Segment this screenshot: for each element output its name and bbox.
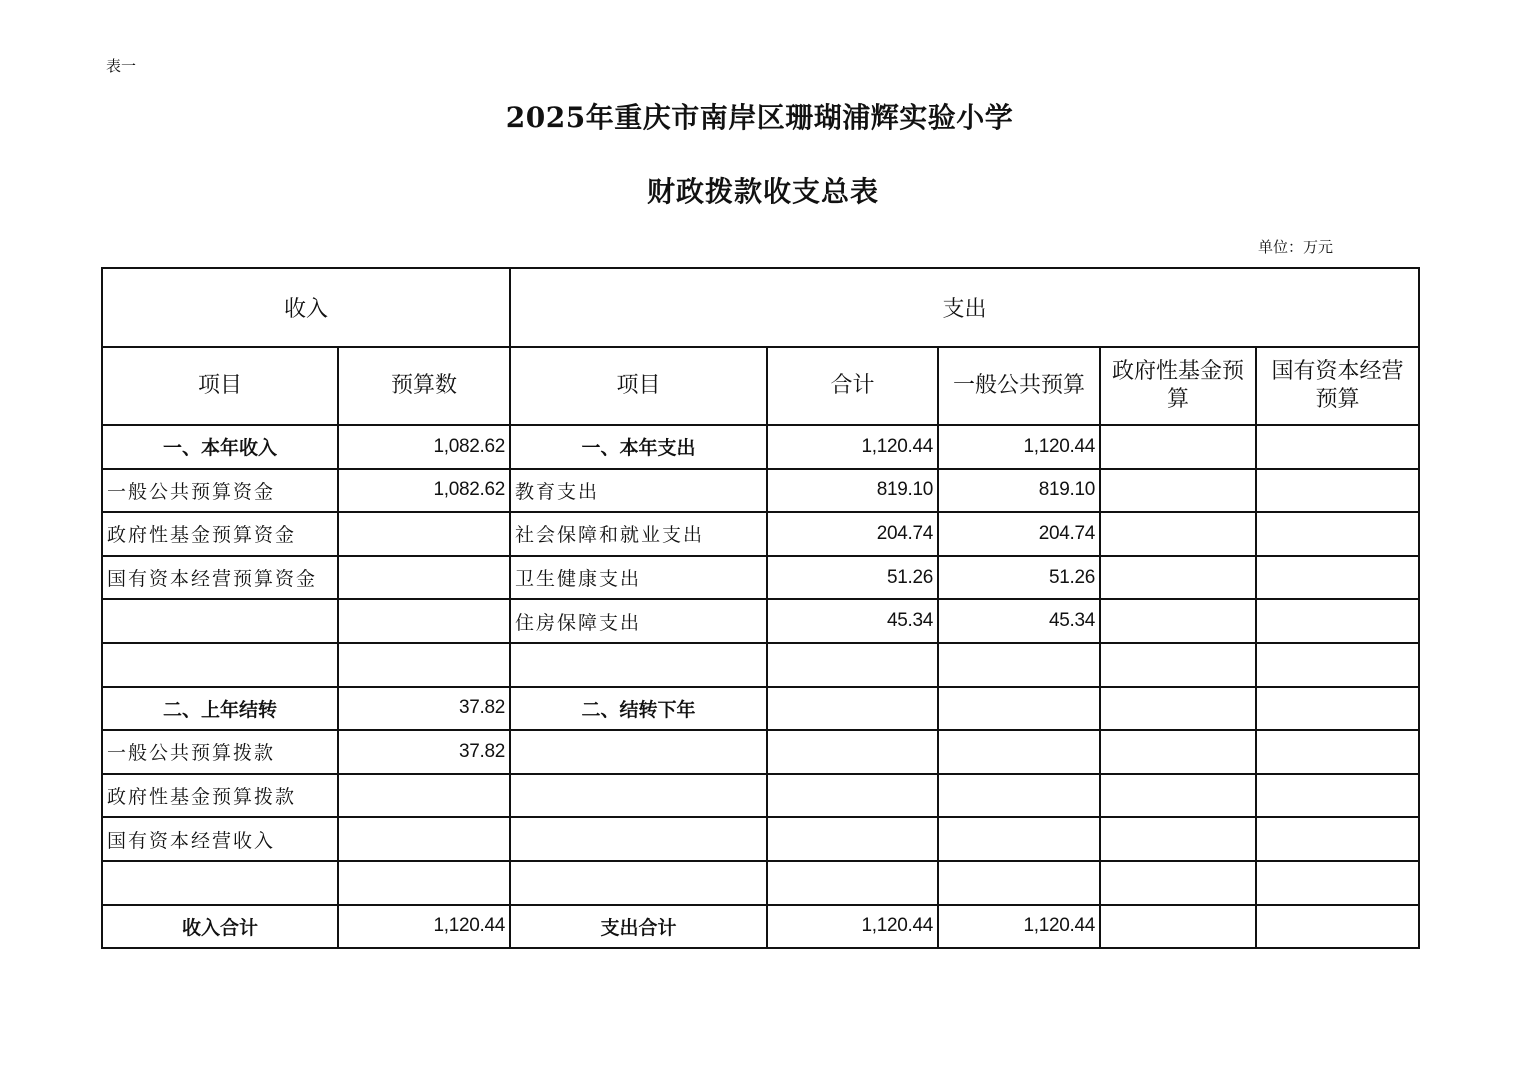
column-header-row (102, 347, 1419, 425)
table-row (102, 469, 1419, 513)
cell-expense-general (938, 730, 1100, 774)
cell-income-item (102, 861, 338, 905)
table-row (102, 643, 1419, 687)
unit-label: 单位：万元 (1258, 238, 1334, 256)
cell-expense-fund (1100, 425, 1256, 469)
cell-income-budget: 37.82 (338, 730, 510, 774)
cell-income-budget: 1,120.44 (338, 905, 510, 949)
table-tag: 表一 (106, 57, 137, 75)
cell-income-item: 一、本年收入 (102, 425, 338, 469)
cell-income-budget (338, 599, 510, 643)
cell-expense-general: 1,120.44 (938, 425, 1100, 469)
cell-expense-item (510, 817, 767, 861)
cell-income-item: 政府性基金预算资金 (102, 512, 338, 556)
table-row (102, 512, 1419, 556)
cell-expense-general: 819.10 (938, 469, 1100, 513)
cell-expense-fund (1100, 469, 1256, 513)
cell-income-budget (338, 861, 510, 905)
cell-expense-general: 51.26 (938, 556, 1100, 600)
cell-expense-total: 1,120.44 (767, 905, 938, 949)
header-income-budget: 预算数 (338, 347, 510, 425)
cell-expense-total: 1,120.44 (767, 425, 938, 469)
cell-expense-state (1256, 512, 1419, 556)
cell-expense-total (767, 817, 938, 861)
cell-income-budget: 37.82 (338, 687, 510, 731)
cell-expense-total (767, 774, 938, 818)
cell-income-budget: 1,082.62 (338, 469, 510, 513)
cell-expense-item: 一、本年支出 (510, 425, 767, 469)
cell-expense-total (767, 687, 938, 731)
cell-income-budget (338, 556, 510, 600)
cell-income-item: 二、上年结转 (102, 687, 338, 731)
table-row (102, 730, 1419, 774)
header-expense-total: 合计 (767, 347, 938, 425)
cell-expense-item (510, 643, 767, 687)
cell-income-item: 一般公共预算资金 (102, 469, 338, 513)
cell-expense-item: 支出合计 (510, 905, 767, 949)
cell-expense-item (510, 861, 767, 905)
cell-expense-fund (1100, 774, 1256, 818)
cell-expense-state (1256, 643, 1419, 687)
page-title: 2025年重庆市南岸区珊瑚浦辉实验小学 (505, 101, 1014, 134)
cell-expense-fund (1100, 599, 1256, 643)
cell-expense-state (1256, 861, 1419, 905)
table-row (102, 861, 1419, 905)
cell-expense-fund (1100, 817, 1256, 861)
cell-expense-general (938, 774, 1100, 818)
cell-income-item (102, 599, 338, 643)
cell-expense-total: 45.34 (767, 599, 938, 643)
cell-income-budget (338, 643, 510, 687)
cell-expense-fund (1100, 861, 1256, 905)
cell-expense-general: 204.74 (938, 512, 1100, 556)
table-row (102, 556, 1419, 600)
cell-expense-general: 1,120.44 (938, 905, 1100, 949)
cell-expense-general: 45.34 (938, 599, 1100, 643)
cell-income-budget (338, 774, 510, 818)
cell-expense-general (938, 643, 1100, 687)
cell-expense-state (1256, 730, 1419, 774)
cell-income-item: 收入合计 (102, 905, 338, 949)
cell-income-budget (338, 512, 510, 556)
table-row (102, 687, 1419, 731)
cell-expense-fund (1100, 556, 1256, 600)
table-row (102, 817, 1419, 861)
cell-expense-state (1256, 556, 1419, 600)
table-row (102, 425, 1419, 469)
cell-expense-fund (1100, 687, 1256, 731)
cell-income-item: 一般公共预算拨款 (102, 730, 338, 774)
cell-expense-general (938, 861, 1100, 905)
cell-expense-fund (1100, 905, 1256, 949)
header-expense-state: 国有资本经营预算 (1256, 347, 1419, 425)
cell-expense-general (938, 817, 1100, 861)
cell-expense-state (1256, 599, 1419, 643)
cell-expense-state (1256, 905, 1419, 949)
cell-expense-fund (1100, 512, 1256, 556)
header-expense-item: 项目 (510, 347, 767, 425)
cell-expense-state (1256, 469, 1419, 513)
cell-expense-state (1256, 817, 1419, 861)
cell-expense-general (938, 687, 1100, 731)
cell-expense-total (767, 730, 938, 774)
cell-income-item (102, 643, 338, 687)
page-subtitle: 财政拨款收支总表 (646, 175, 879, 208)
cell-expense-item: 二、结转下年 (510, 687, 767, 731)
cell-income-item: 国有资本经营预算资金 (102, 556, 338, 600)
cell-expense-item (510, 730, 767, 774)
cell-expense-item: 教育支出 (510, 469, 767, 513)
group-header-row (102, 268, 1419, 347)
cell-expense-fund (1100, 643, 1256, 687)
header-expense-general: 一般公共预算 (938, 347, 1100, 425)
cell-expense-state (1256, 774, 1419, 818)
income-group-header: 收入 (102, 268, 510, 347)
header-expense-fund: 政府性基金预算 (1100, 347, 1256, 425)
cell-income-item: 国有资本经营收入 (102, 817, 338, 861)
cell-expense-item (510, 774, 767, 818)
cell-expense-fund (1100, 730, 1256, 774)
cell-income-item: 政府性基金预算拨款 (102, 774, 338, 818)
budget-table (101, 267, 1420, 949)
cell-expense-total: 819.10 (767, 469, 938, 513)
cell-expense-total (767, 861, 938, 905)
cell-income-budget (338, 817, 510, 861)
cell-expense-total: 204.74 (767, 512, 938, 556)
cell-expense-item: 住房保障支出 (510, 599, 767, 643)
cell-expense-total: 51.26 (767, 556, 938, 600)
table-row (102, 905, 1419, 949)
cell-expense-item: 卫生健康支出 (510, 556, 767, 600)
table-row (102, 599, 1419, 643)
cell-expense-state (1256, 425, 1419, 469)
expense-group-header: 支出 (510, 268, 1419, 347)
cell-expense-state (1256, 687, 1419, 731)
header-income-item: 项目 (102, 347, 338, 425)
cell-expense-total (767, 643, 938, 687)
cell-expense-item: 社会保障和就业支出 (510, 512, 767, 556)
table-row (102, 774, 1419, 818)
cell-income-budget: 1,082.62 (338, 425, 510, 469)
